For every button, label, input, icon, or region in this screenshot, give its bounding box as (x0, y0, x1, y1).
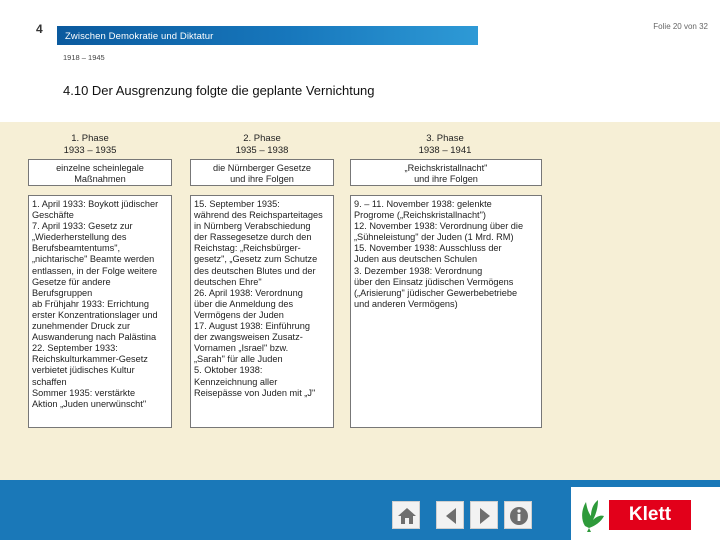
event-line: der zwangsweisen Zusatz- (194, 332, 303, 343)
phase-2-header (212, 133, 312, 157)
event-line: „Sühneleistung" der Juden (1 Mrd. RM) (354, 232, 514, 243)
event-line: während des Reichsparteitages (194, 210, 323, 221)
event-line: gesetz", „Gesetz zum Schutze (194, 254, 318, 265)
event-line: in Nürnberg Verabschiedung (194, 221, 311, 232)
klett-emblem-icon (577, 496, 607, 532)
phase-subtitle-line: „Reichskristallnacht" (404, 163, 488, 173)
event-line: Berufsbeamtentums", (32, 243, 121, 254)
event-line: („Arisierung" jüdischer Gewerbebetriebe (354, 287, 518, 298)
event-line: der Rassegesetze durch den (194, 232, 312, 243)
phase-subtitle-line: Maßnahmen (74, 174, 126, 185)
phase-name: 3. Phase (426, 133, 464, 144)
phase-2-events-box (190, 195, 334, 428)
event-line: Progrome („Reichskristallnacht") (354, 210, 486, 221)
event-line: erster Konzentrationslager und (32, 309, 158, 320)
phase-name: 2. Phase (243, 133, 281, 144)
event-line: Sommer 1935: verstärkte (32, 387, 136, 398)
event-line: Geschäfte (32, 210, 74, 221)
event-line: 1. April 1933: Boykott jüdischer (32, 199, 159, 209)
event-line: deutschen Ehre" (194, 276, 262, 287)
event-line: und anderen Vermögens) (354, 298, 458, 309)
phase-1-subtitle-box (28, 159, 172, 186)
event-line: Reisepässe von Juden mit „J" (194, 387, 316, 398)
event-line: 22. September 1933: (32, 343, 118, 354)
home-button[interactable] (392, 501, 420, 529)
phase-years: 1938 – 1941 (418, 145, 472, 156)
event-line: 9. – 11. November 1938: gelenkte (354, 199, 492, 209)
event-line: ab Frühjahr 1933: Errichtung (32, 298, 149, 309)
klett-logo (571, 487, 720, 540)
phase-1-events-box (28, 195, 172, 428)
phase-name: 1. Phase (71, 133, 109, 144)
event-line: 17. August 1938: Einführung (194, 321, 310, 332)
chapter-number: 4 (36, 22, 43, 36)
header-bar (57, 26, 478, 45)
arrow-left-icon (437, 502, 465, 530)
event-line: verbietet jüdisches Kultur (32, 365, 135, 376)
slide-title: 4.10 Der Ausgrenzung folgte die geplante Vernichtung (63, 83, 375, 98)
phase-subtitle-line: die Nürnberger Gesetze (212, 163, 312, 173)
phase-subtitle-line: einzelne scheinlegale (56, 163, 144, 173)
forward-button[interactable] (470, 501, 498, 529)
event-line: über die Anmeldung des (194, 298, 294, 309)
event-line: Vermögens der Juden (194, 309, 284, 320)
event-line: 3. Dezember 1938: Verordnung (354, 265, 483, 276)
info-button[interactable] (504, 501, 532, 529)
event-line: Kennzeichnung aller (194, 376, 278, 387)
back-button[interactable] (436, 501, 464, 529)
event-line: 5. Oktober 1938: (194, 365, 263, 376)
event-line: 12. November 1938: Verordnung über die (354, 221, 524, 232)
phase-3-subtitle-box (350, 159, 542, 186)
header-title: Zwischen Demokratie und Diktatur (65, 31, 214, 42)
event-line: Gesetze für andere (32, 276, 111, 287)
arrow-right-icon (471, 502, 499, 530)
phase-years: 1935 – 1938 (235, 145, 289, 156)
period-label: 1918 – 1945 (63, 53, 105, 62)
event-line: Aktion „Juden unerwünscht" (32, 398, 147, 409)
event-line: Vornamen „Israel" bzw. (194, 343, 289, 354)
phase-3-header (395, 133, 495, 157)
event-line: 7. April 1933: Gesetz zur (32, 221, 133, 232)
event-line: zunehmender Druck zur (32, 321, 131, 332)
event-line: über den Einsatz jüdischen Vermögens (354, 276, 514, 287)
event-line: 26. April 1938: Verordnung (194, 287, 303, 298)
phase-3-events-box (350, 195, 542, 428)
event-line: Reichskulturkammer-Gesetz (32, 354, 148, 365)
phase-subtitle-line: und ihre Folgen (414, 174, 478, 185)
event-line: Juden aus deutschen Schulen (354, 254, 478, 265)
event-line: entlassen, in der Folge weitere (32, 265, 158, 276)
home-icon (393, 502, 421, 530)
event-line: „nichtarische" Beamte werden (32, 254, 155, 265)
event-line: Auswanderung nach Palästina (32, 332, 157, 343)
event-line: „Wiederherstellung des (32, 232, 127, 243)
klett-wordmark: Klett (609, 500, 691, 530)
phase-1-header (40, 133, 140, 157)
phase-years: 1933 – 1935 (63, 145, 117, 156)
info-icon (505, 502, 533, 530)
event-line: Berufsgruppen (32, 287, 93, 298)
event-line: 15. September 1935: (194, 199, 280, 209)
phase-2-subtitle-box (190, 159, 334, 186)
event-line: 15. November 1938: Ausschluss der (354, 243, 502, 254)
event-line: schaffen (32, 376, 67, 387)
event-line: „Sarah" für alle Juden (194, 354, 283, 365)
event-line: Reichstag: „Reichsbürger- (194, 243, 301, 254)
event-line: des deutschen Blutes und der (194, 265, 316, 276)
slide-counter: Folie 20 von 32 (653, 22, 708, 31)
phase-subtitle-line: und ihre Folgen (230, 174, 294, 185)
